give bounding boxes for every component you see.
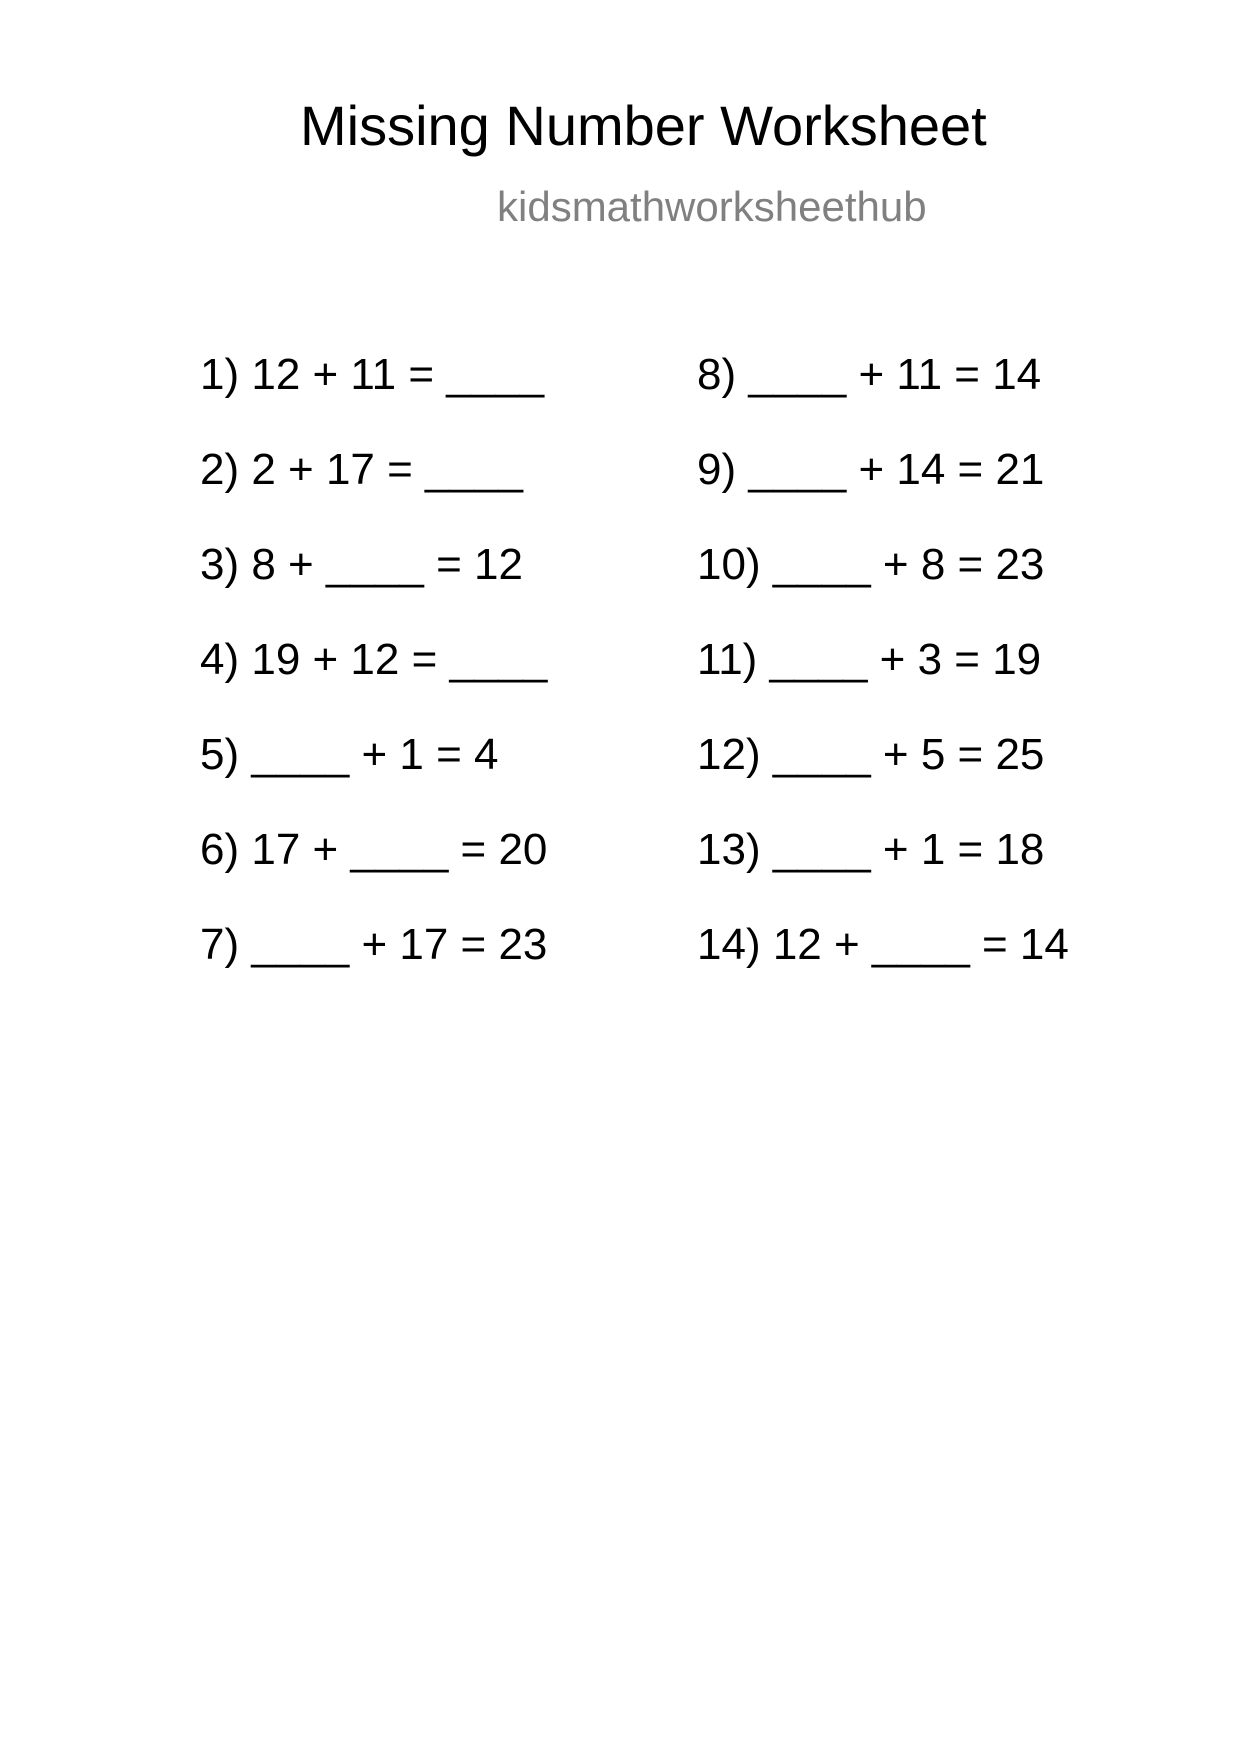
problem-6: 6) 17 + ____ = 20 bbox=[200, 825, 548, 874]
problem-5: 5) ____ + 1 = 4 bbox=[200, 730, 499, 779]
problem-column-right bbox=[697, 350, 1069, 1015]
problem-3: 3) 8 + ____ = 12 bbox=[200, 540, 523, 589]
problem-2: 2) 2 + 17 = ____ bbox=[200, 445, 523, 494]
problem-11: 11) ____ + 3 = 19 bbox=[697, 635, 1042, 684]
page-subtitle: kidsmathworksheethub bbox=[497, 183, 927, 230]
problem-14: 14) 12 + ____ = 14 bbox=[697, 920, 1069, 969]
problem-13: 13) ____ + 1 = 18 bbox=[697, 825, 1045, 874]
problem-12: 12) ____ + 5 = 25 bbox=[697, 730, 1045, 779]
page-title: Missing Number Worksheet bbox=[300, 94, 987, 157]
problem-10: 10) ____ + 8 = 23 bbox=[697, 540, 1045, 589]
problem-4: 4) 19 + 12 = ____ bbox=[200, 635, 548, 684]
problem-9: 9) ____ + 14 = 21 bbox=[697, 445, 1045, 494]
problem-8: 8) ____ + 11 = 14 bbox=[697, 350, 1042, 399]
problem-1: 1) 12 + 11 = ____ bbox=[200, 350, 545, 399]
problem-7: 7) ____ + 17 = 23 bbox=[200, 920, 548, 969]
problem-column-left bbox=[200, 350, 547, 1015]
